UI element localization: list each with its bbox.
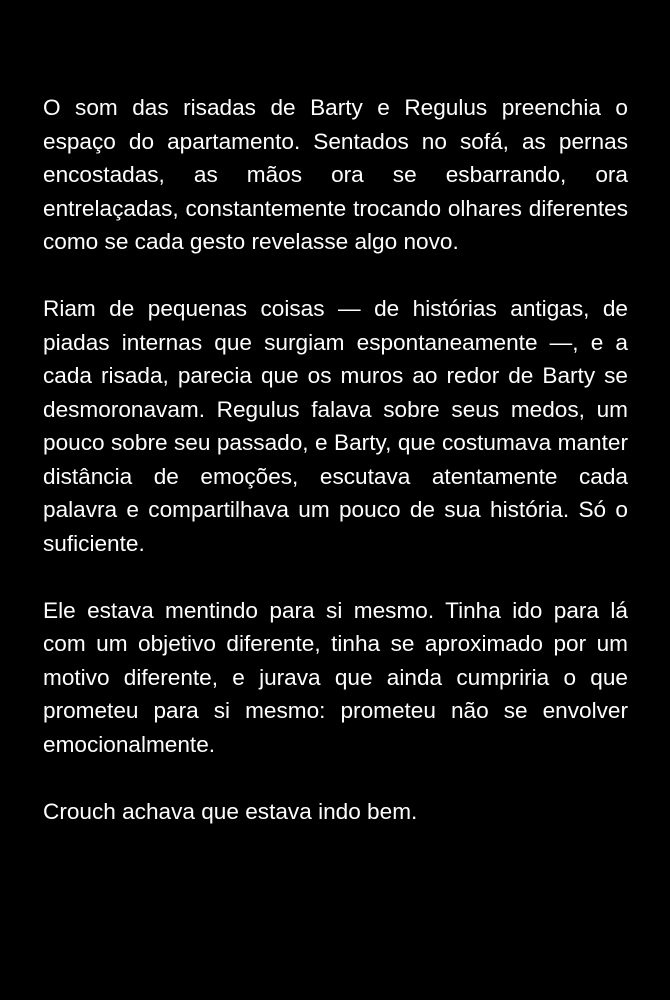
paragraph-1: O som das risadas de Barty e Regulus preenchia o espaço do apartamento. Sentados no sofá, as pernas encostadas, as mãos ora se esbarrando, ora entrelaçadas, constantemente trocando olhares diferentes como se cada gesto revelasse algo novo. — [43, 95, 628, 254]
paragraph-4: Crouch achava que estava indo bem. — [43, 798, 418, 824]
paragraph-3: Ele estava mentindo para si mesmo. Tinha ido para lá com um objetivo diferente, tinha se aproximado por um motivo diferente, e jurava que ainda cumpriria o que prometeu para si mesmo: prometeu não se envolver emocionalmente. — [43, 597, 628, 757]
paragraph-2: Riam de pequenas coisas — de histórias antigas, de piadas internas que surgiam espontaneamente —, e a cada risada, parecia que os muros ao redor de Barty se desmoronavam. Regulus falava sobre seus medos, um pouco sobre seu passado, e Barty, que costumava manter distância de emoções, escutava atentamente cada palavra e compartilhava um pouco de sua história. Só o suficiente. — [43, 296, 628, 556]
